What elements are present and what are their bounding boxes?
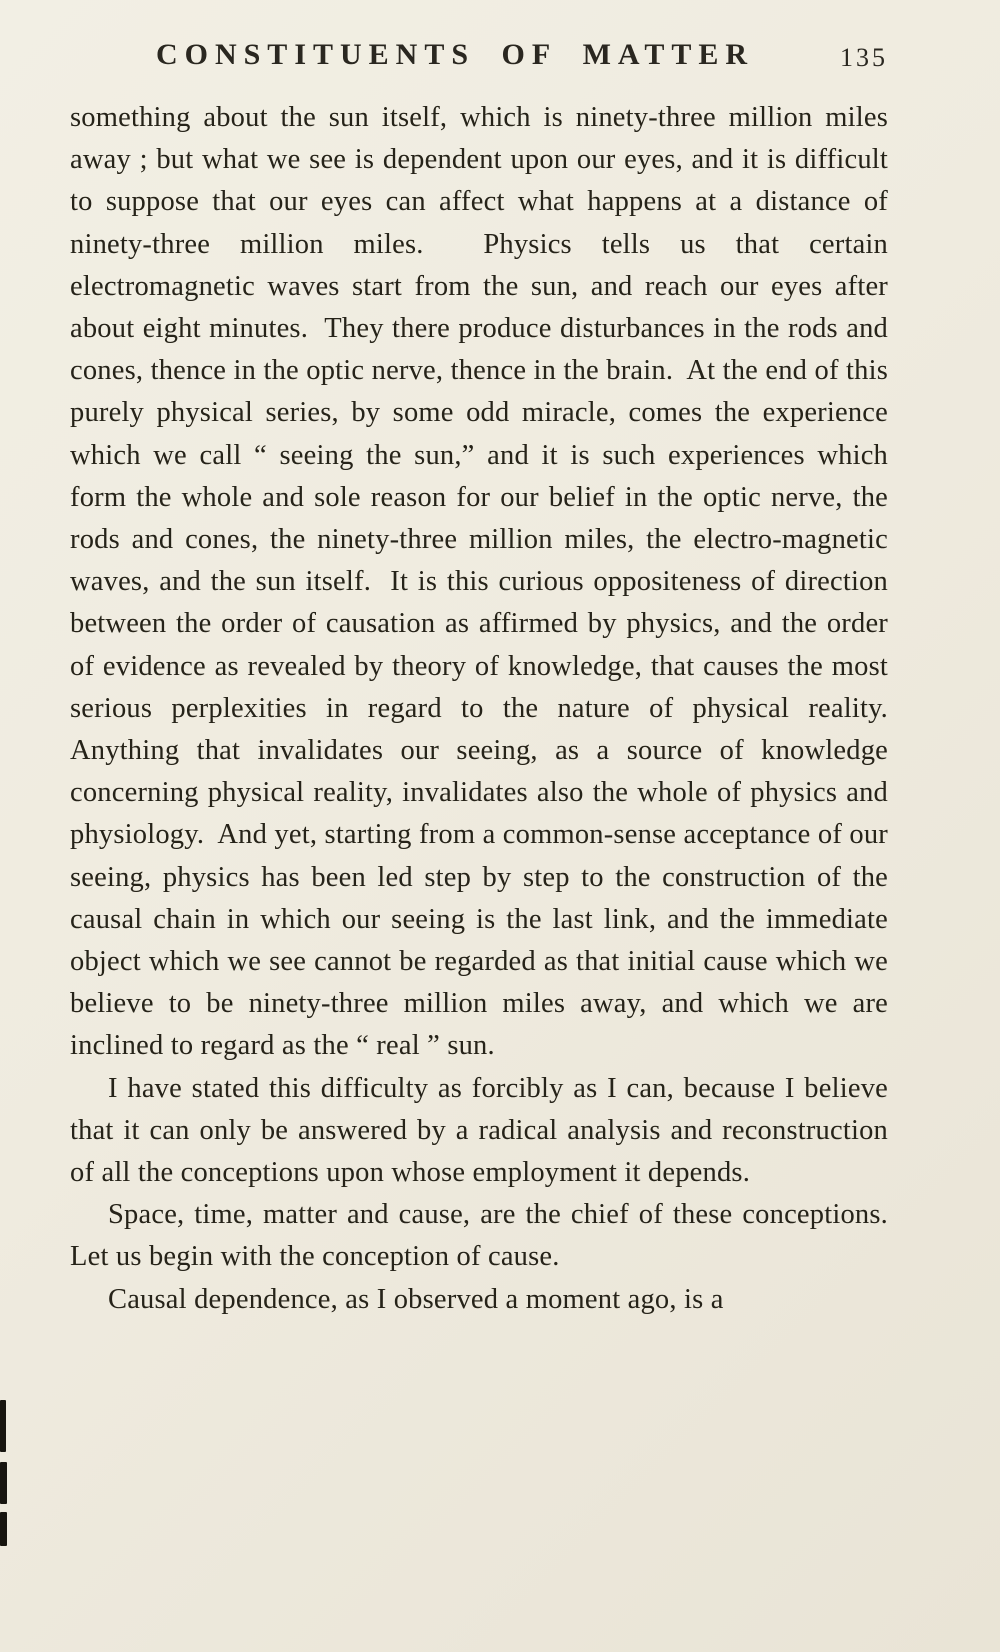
- paragraph: I have stated this difficulty as forcibly as I can, because I believe that it can only be answered by a radical analysis and reconstruction of all the conceptions upon whose employment it depends.: [70, 1072, 896, 1189]
- page-number: 135: [840, 43, 888, 72]
- running-header: [70, 38, 930, 84]
- scan-artifact: [0, 1400, 6, 1452]
- paragraph: Space, time, matter and cause, are the chief of these conceptions. Let us begin with the conception of cause.: [70, 1199, 903, 1273]
- paragraph-continuation: something about the sun itself, which is ninety-three million miles away ; but what we see is dependent upon our eyes, and it is difficult to suppose that our eyes can affect what happens at a distance of ninety-three million miles. Physics tells us that certain electromagnetic waves start from the sun, and reach our eyes after about eight minutes. They there produce disturbances in the rods and cones, thence in the optic nerve, thence in the brain. At the end of this purely physical series, by some odd miracle, comes the experience which we call “ seeing the sun,” and it is such experiences which form the whole and sole reason for our belief in the optic nerve, the rods and cones, the ninety-three million miles, the electro-magnetic waves, and the sun itself. It is this curious oppositeness of direction between the order of causation as affirmed by physics, and the order of evidence as revealed by theory of knowledge, that causes the most serious perplexities in regard to the nature of physical reality. Anything that invalidates our seeing, as a source of knowledge concerning physical reality, invalidates also the whole of physics and physiology. And yet, starting from a common-sense acceptance of our seeing, physics has been led step by step to the construction of the causal chain in which our seeing is the last link, and the immediate object which we see cannot be regarded as that initial cause which we believe to be ninety-three million miles away, and which we are inclined to regard as the “ real ” sun.: [70, 102, 903, 1062]
- scan-artifact: [0, 1462, 7, 1504]
- scan-artifact: [0, 1512, 7, 1546]
- paragraph: Causal dependence, as I observed a moment ago, is a: [108, 1283, 724, 1315]
- page-body: [70, 97, 903, 1321]
- page-title: CONSTITUENTS OF MATTER: [155, 38, 755, 71]
